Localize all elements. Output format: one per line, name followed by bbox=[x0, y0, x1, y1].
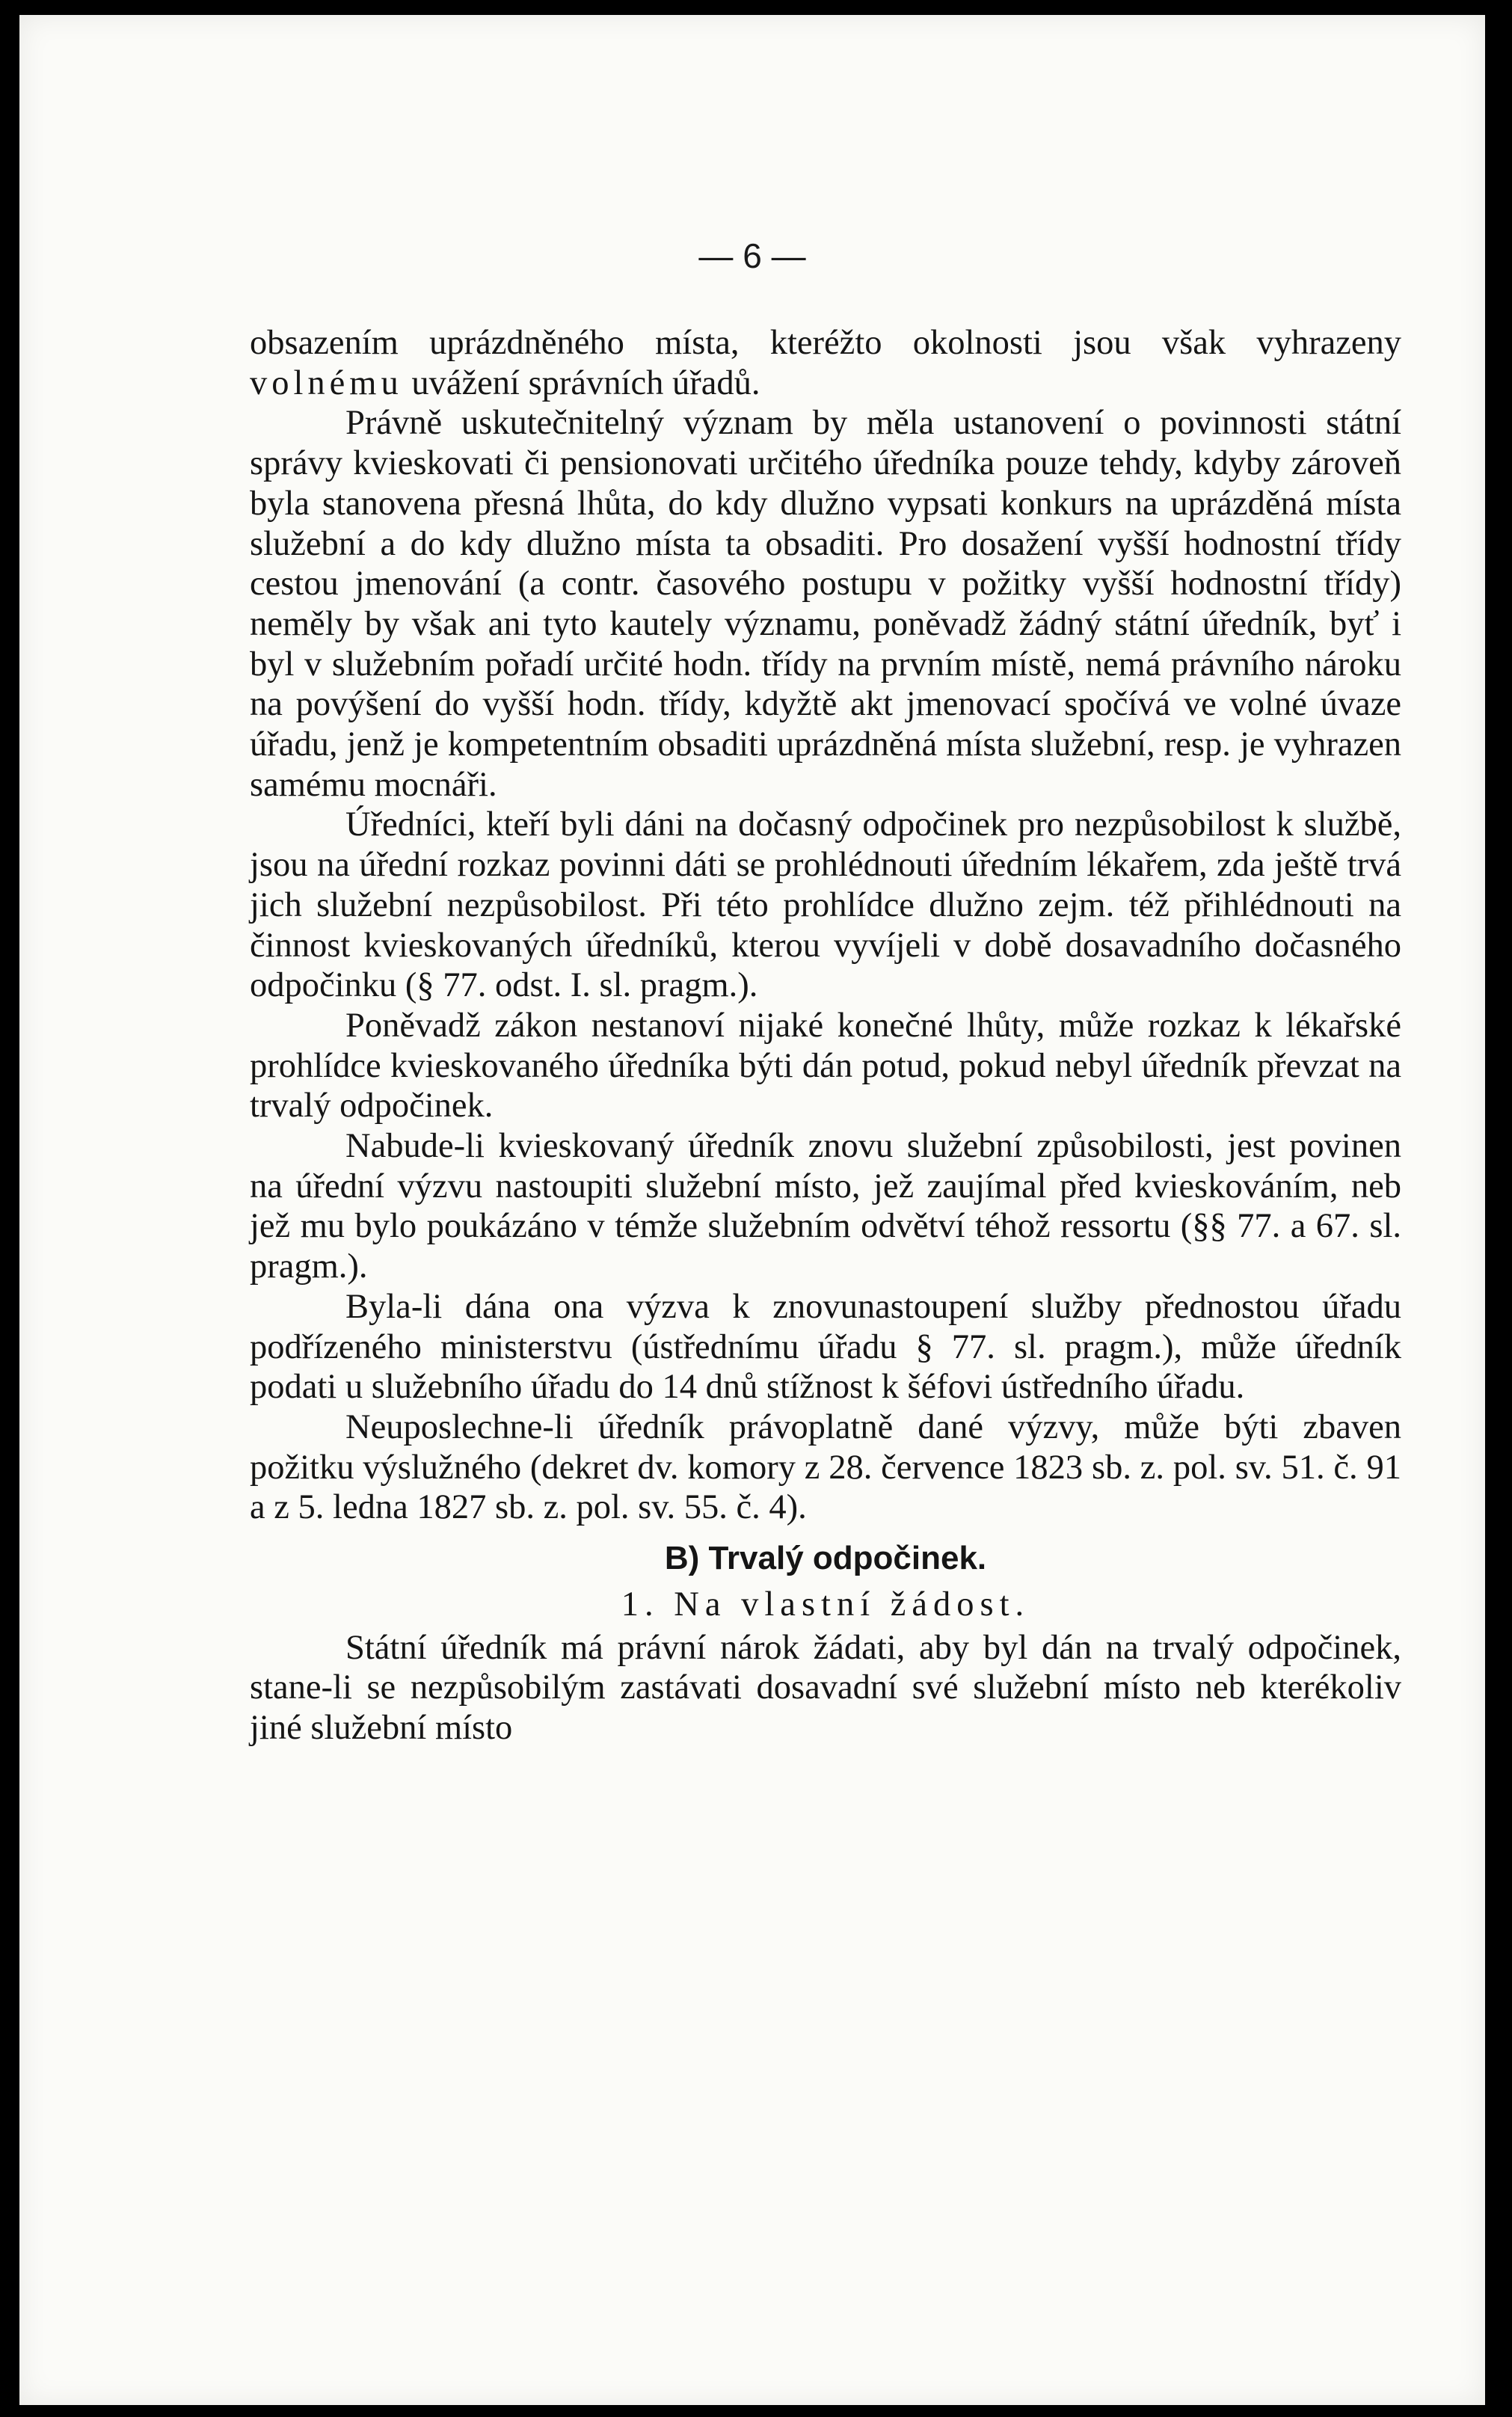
paragraph-0-end: uvážení správních úřadů. bbox=[402, 363, 760, 402]
paragraph: Byla-li dána ona výzva k znovunastoupení služby přednostou úřadu podřízeného ministerstvu (ústřednímu úřadu § 77. sl. pragm.), může úředník podati u služebního úřadu do 14 dnů stížnost k šéfovi ústředního úřadu. bbox=[250, 1287, 1401, 1407]
paragraph-continuation bbox=[250, 323, 1401, 403]
body-text bbox=[250, 323, 1401, 1748]
page-number: — 6 — bbox=[698, 236, 806, 275]
paragraph: Nabude-li kvieskovaný úředník znovu služební způsobilosti, jest povinen na úřední výzvu nastoupiti služební místo, jež zaujímal před kvieskováním, neb jež mu bylo poukázáno v témže služebním odvětví téhož ressortu (§§ 77. a 67. sl. pragm.). bbox=[250, 1127, 1401, 1286]
section-heading: B) Trvalý odpočinek. bbox=[664, 1540, 987, 1577]
paragraph: Úředníci, kteří byli dáni na dočasný odpočinek pro nezpůsobilost k službě, jsou na úřední rozkaz povinni dáti se prohlédnouti úředním lékařem, zda ještě trvá jich služební nezpůsobilost. Při této prohlídce dlužno zejm. též přihlédnouti na činnost kvieskovaných úředníků, kterou vyvíjeli v době dosavadního dočasného odpočinku (§ 77. odst. I. sl. pragm.). bbox=[250, 805, 1401, 1005]
paragraph: Neuposlechne-li úředník právoplatně dané výzvy, může býti zbaven požitku výslužného (dekret dv. komory z 28. července 1823 sb. z. pol. sv. 51. č. 91 a z 5. ledna 1827 sb. z. pol. sv. 55. č. 4). bbox=[250, 1407, 1401, 1527]
paragraph-0-start: obsazením uprázdněného místa, kteréžto okolnosti jsou však vyhrazeny bbox=[250, 324, 1401, 362]
document-page bbox=[19, 15, 1485, 2405]
paragraph: Poněvadž zákon nestanoví nijaké konečné lhůty, může rozkaz k lékařské prohlídce kvieskovaného úředníka býti dán potud, pokud nebyl úředník převzat na trvalý odpočinek. bbox=[250, 1006, 1401, 1125]
paragraph: Státní úředník má právní nárok žádati, aby byl dán na trvalý odpočinek, stane-li se nezpůsobilým zastávati dosavadní své služební místo neb kterékoliv jiné služební místo bbox=[250, 1628, 1401, 1747]
subsection-heading: 1. Na vlastní žádost. bbox=[621, 1585, 1030, 1624]
emphasized-word: volnému bbox=[250, 363, 403, 402]
paragraph: Právně uskutečnitelný význam by měla ustanovení o povinnosti státní správy kvieskovati či pensionovati určitého úředníka pouze tehdy, kdyby zároveň byla stanovena přesná lhůta, do kdy dlužno vypsati konkurs na uprázděná místa služební a do kdy dlužno místa ta obsaditi. Pro dosažení vyšší hodnostní třídy cestou jmenování (a contr. časového postupu v požitky vyšší hodnostní třídy) neměly by však ani tyto kautely významu, poněvadž žádný státní úředník, byť i byl v služebním pořadí určité hodn. třídy na prvním místě, nemá právního nároku na povýšení do vyšší hodn. třídy, kdyžtě akt jmenovací spočívá ve volné úvaze úřadu, jenž je kompetentním obsaditi uprázdněná místa služební, resp. je vyhrazen samému mocnáři. bbox=[250, 404, 1401, 804]
